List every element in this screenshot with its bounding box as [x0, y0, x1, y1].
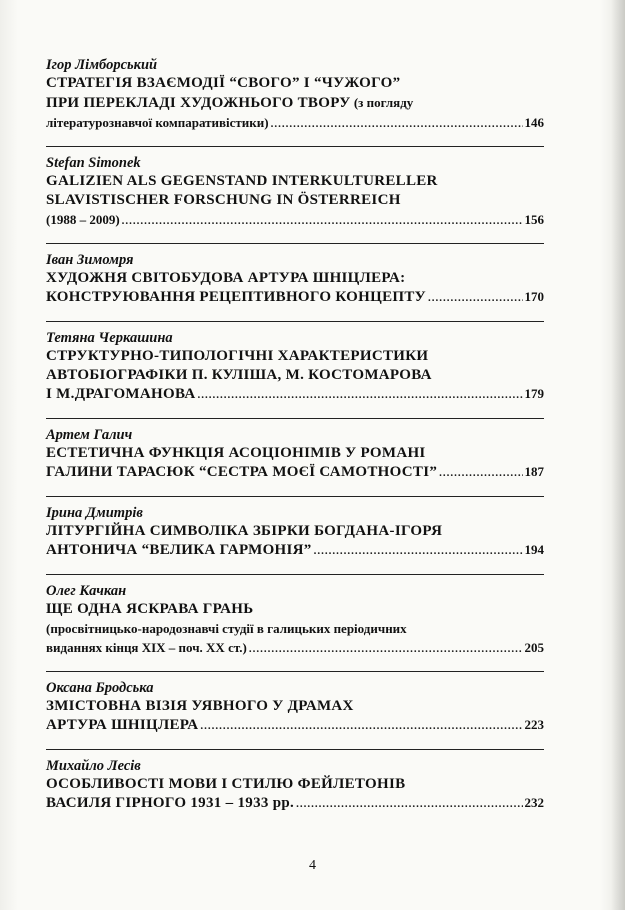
toc-entry [46, 56, 544, 132]
toc-entry-title-text: ЩЕ ОДНА ЯСКРАВА ГРАНЬ [46, 601, 254, 617]
toc-entry-page-number: 179 [524, 386, 544, 401]
dot-leader [296, 797, 522, 812]
toc-entry-title-line [46, 74, 544, 93]
toc-entry-last-line [46, 385, 544, 404]
toc-entry [46, 146, 544, 229]
toc-entry-title-text: СТРАТЕГІЯ ВЗАЄМОДІЇ “СВОГО” І “ЧУЖОГО” [46, 75, 401, 91]
toc-entry-title-text: ХУДОЖНЯ СВІТОБУДОВА АРТУРА ШНІЦЛЕРА: [46, 270, 406, 286]
toc-entry-last-line [46, 638, 544, 657]
toc-entry-title-text: (просвітницько-народознавчі студії в галицьких періодичних [46, 621, 407, 636]
toc-entry-title-text: ЗМІСТОВНА ВІЗІЯ УЯВНОГО У ДРАМАХ [46, 698, 354, 714]
toc-entry-author: Михайло Лесів [46, 758, 141, 774]
toc-entry-last-line [46, 541, 544, 560]
toc-entry [46, 671, 544, 735]
toc-entry-page-number: 146 [524, 115, 544, 130]
toc-entry-page-number: 232 [524, 795, 544, 810]
toc-entry-page-number: 205 [524, 640, 544, 655]
toc-entry-title-line [46, 172, 544, 191]
toc-entry-author: Артем Галич [46, 427, 133, 443]
toc-entry-title-text: ГАЛИНИ ТАРАСЮК “СЕСТРА МОЄЇ САМОТНОСТІ” [46, 464, 438, 480]
toc-entry-title-line [46, 522, 544, 541]
toc-entry-title-text: літературознавчої компаративістики) [46, 115, 269, 130]
dot-leader [428, 291, 523, 306]
toc-entry-title-line [46, 697, 544, 716]
toc-entry-title-text: SLAVISTISCHER FORSCHUNG IN ÖSTERREICH [46, 192, 401, 208]
toc-entry-title-line [46, 347, 544, 366]
toc-entry-page-number: 170 [524, 289, 544, 304]
toc-entry-last-line [46, 463, 544, 482]
toc-entry [46, 749, 544, 813]
toc-entry [46, 418, 544, 482]
toc-entry-title-text: СТРУКТУРНО-ТИПОЛОГІЧНІ ХАРАКТЕРИСТИКИ [46, 348, 429, 364]
toc-entry-page-number: 223 [524, 717, 544, 732]
dot-leader [197, 388, 522, 403]
table-of-contents [46, 56, 544, 827]
toc-entry-author: Тетяна Черкашина [46, 330, 173, 346]
toc-entry-title-line [46, 269, 544, 288]
toc-entry-title-text: ПРИ ПЕРЕКЛАДІ ХУДОЖНЬОГО ТВОРУ [46, 95, 351, 111]
toc-entry-last-line [46, 794, 544, 813]
toc-entry-title-line [46, 600, 544, 619]
dot-leader [122, 214, 523, 229]
toc-entry-title-text: виданнях кінця XIX – поч. XX ст.) [46, 640, 247, 655]
toc-entry-author: Ірина Дмитрів [46, 505, 143, 521]
scan-edge-shadow [611, 0, 625, 910]
toc-entry-title-text: АНТОНИЧА “ВЕЛИКА ГАРМОНІЯ” [46, 542, 312, 558]
toc-entry-author: Оксана Бродська [46, 680, 154, 696]
toc-entry-title-text: АВТОБІОГРАФІКИ П. КУЛІША, М. КОСТОМАРОВА [46, 367, 432, 383]
dot-leader [314, 544, 523, 559]
toc-entry-title-text: (1988 – 2009) [46, 212, 120, 227]
toc-entry-last-line [46, 716, 544, 735]
toc-entry-title-line [46, 191, 544, 210]
toc-entry-page-number: 187 [524, 464, 544, 479]
toc-entry-title-line [46, 444, 544, 463]
toc-entry-title-subtext: (з погляду [350, 95, 414, 110]
toc-entry-title-text: ВАСИЛЯ ГІРНОГО 1931 – 1933 рр. [46, 795, 295, 811]
toc-entry-title-text: І М.ДРАГОМАНОВА [46, 386, 196, 402]
toc-entry [46, 574, 544, 657]
dot-leader [249, 642, 523, 657]
toc-entry-title-line [46, 619, 544, 638]
toc-entry-last-line [46, 210, 544, 229]
toc-entry-title-text: GALIZIEN ALS GEGENSTAND INTERKULTURELLER [46, 173, 438, 189]
toc-entry-title-text: КОНСТРУЮВАННЯ РЕЦЕПТИВНОГО КОНЦЕПТУ [46, 289, 426, 305]
toc-entry-title-text: ОСОБЛИВОСТІ МОВИ І СТИЛЮ ФЕЙЛЕТОНІВ [46, 776, 406, 792]
toc-entry [46, 321, 544, 404]
dot-leader [439, 466, 522, 481]
dot-leader [200, 719, 522, 734]
toc-entry-author: Іван Зимомря [46, 252, 134, 268]
toc-entry-title-line [46, 93, 544, 113]
toc-entry-author: Ігор Лімборський [46, 57, 158, 73]
toc-entry-page-number: 194 [524, 542, 544, 557]
toc-entry-page-number: 156 [524, 212, 544, 227]
toc-entry-last-line [46, 113, 544, 132]
dot-leader [271, 117, 523, 132]
toc-entry-title-line [46, 366, 544, 385]
toc-entry-author: Олег Качкан [46, 583, 127, 599]
toc-entry-title-line [46, 775, 544, 794]
toc-entry-author: Stefan Simonek [46, 155, 141, 171]
toc-entry-title-text: ЕСТЕТИЧНА ФУНКЦІЯ АСОЦІОНІМІВ У РОМАНІ [46, 445, 426, 461]
toc-entry [46, 243, 544, 307]
toc-entry-title-text: ЛІТУРГІЙНА СИМВОЛІКА ЗБІРКИ БОГДАНА-ІГОРЯ [46, 523, 443, 539]
toc-entry-last-line [46, 288, 544, 307]
toc-entry-title-text: АРТУРА ШНІЦЛЕРА [46, 717, 199, 733]
page-number: 4 [309, 858, 316, 873]
toc-entry [46, 496, 544, 560]
